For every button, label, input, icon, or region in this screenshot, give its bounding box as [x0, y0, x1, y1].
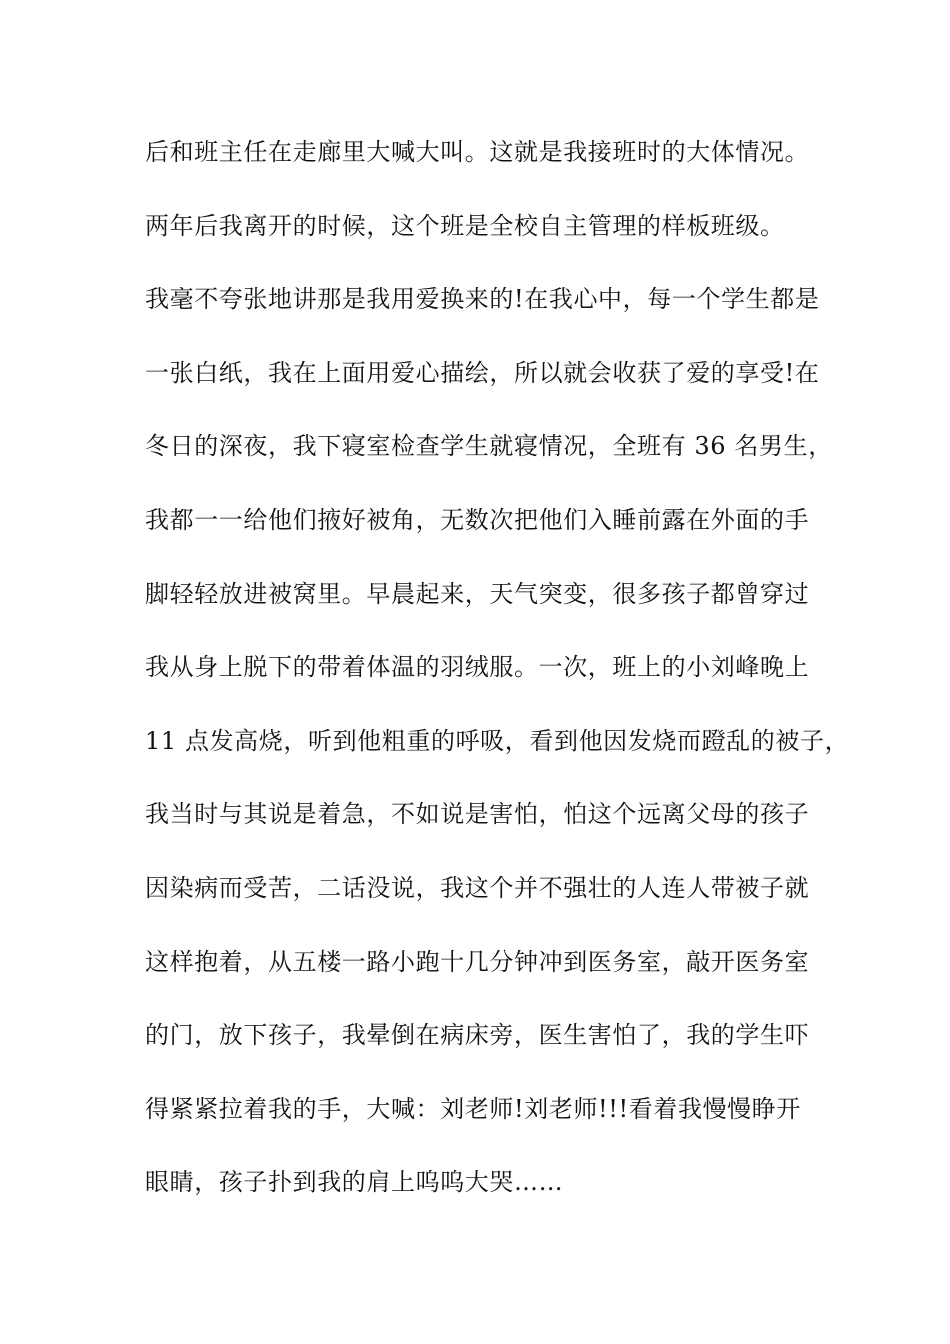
text-line-12: 这样抱着，从五楼一路小跑十几分钟冲到医务室，敲开医务室	[145, 947, 810, 976]
text-line-11: 因染病而受苦，二话没说，我这个并不强壮的人连人带被子就	[145, 873, 810, 902]
body-text	[145, 130, 850, 1234]
text-line-10: 我当时与其说是着急，不如说是害怕，怕这个远离父母的孩子	[145, 800, 810, 829]
text-line-3: 我毫不夸张地讲那是我用爱换来的!在我心中，每一个学生都是	[145, 285, 820, 314]
text-line-6: 我都一一给他们掖好被角，无数次把他们入睡前露在外面的手	[145, 505, 810, 534]
text-line-5: 冬日的深夜，我下寝室检查学生就寝情况，全班有 36 名男生，	[145, 432, 833, 461]
text-line-2: 两年后我离开的时候，这个班是全校自主管理的样板班级。	[145, 211, 785, 240]
text-line-4: 一张白纸，我在上面用爱心描绘，所以就会收获了爱的享受!在	[145, 358, 820, 387]
text-line-7: 脚轻轻放进被窝里。早晨起来，天气突变，很多孩子都曾穿过	[145, 579, 810, 608]
text-line-8: 我从身上脱下的带着体温的羽绒服。一次，班上的小刘峰晚上	[145, 653, 810, 682]
text-line-13: 的门，放下孩子，我晕倒在病床旁，医生害怕了，我的学生吓	[145, 1021, 810, 1050]
text-line-15: 眼睛，孩子扑到我的肩上呜呜大哭……	[145, 1168, 564, 1197]
text-line-14: 得紧紧拉着我的手，大喊：刘老师!刘老师!!!看着我慢慢睁开	[145, 1094, 801, 1123]
text-line-9: 11 点发高烧，听到他粗重的呼吸，看到他因发烧而蹬乱的被子，	[145, 726, 850, 755]
text-line-1: 后和班主任在走廊里大喊大叫。这就是我接班时的大体情况。	[145, 138, 810, 166]
